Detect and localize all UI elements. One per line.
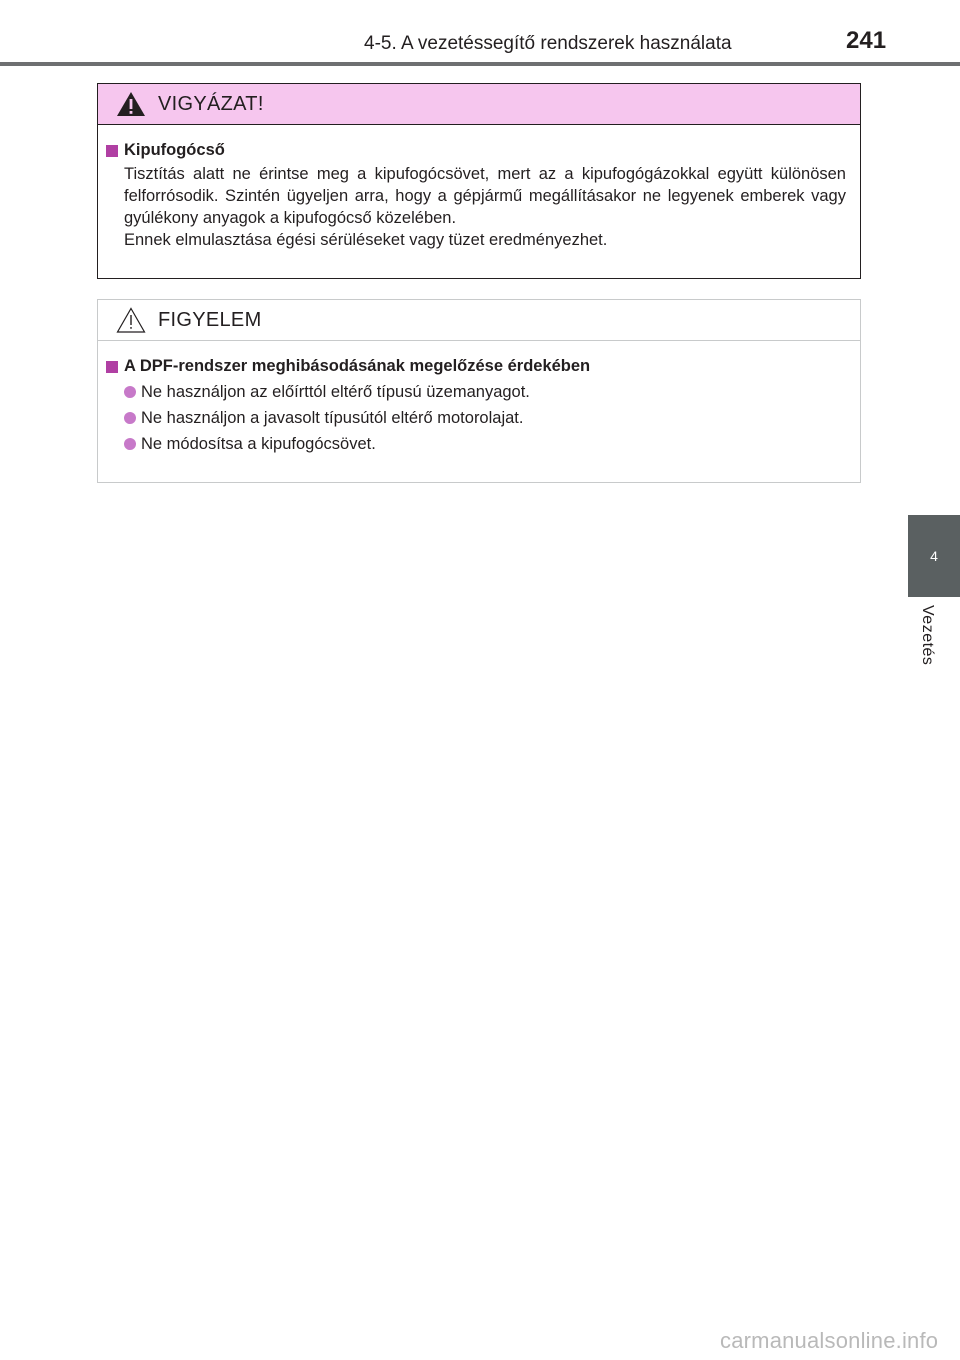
section-title: 4-5. A vezetéssegítő rendszerek használata <box>364 33 732 54</box>
list-item <box>124 434 846 454</box>
caution-header <box>98 84 860 125</box>
chapter-label: Vezetés <box>919 605 936 666</box>
notice-heading: FIGYELEM <box>158 308 262 331</box>
list-item-text: Ne használjon a javasolt típusútól eltérő motorolajat. <box>141 409 524 427</box>
notice-box <box>97 299 861 483</box>
page-header <box>0 0 960 62</box>
notice-list <box>124 382 846 454</box>
notice-body <box>98 341 860 454</box>
list-item <box>124 382 846 402</box>
warning-triangle-outline-icon <box>116 307 146 333</box>
circle-bullet-icon <box>124 412 136 424</box>
list-item-text: Ne módosítsa a kipufogócsövet. <box>141 435 376 453</box>
caution-heading: VIGYÁZAT! <box>158 92 264 115</box>
caution-subheading <box>106 141 846 160</box>
list-item <box>124 408 846 428</box>
caution-body <box>98 125 860 251</box>
caution-text <box>124 163 846 251</box>
list-item-text: Ne használjon az előírttól eltérő típusú üzemanyagot. <box>141 383 530 401</box>
square-bullet-icon <box>106 361 118 373</box>
chapter-number: 4 <box>930 548 938 564</box>
caution-paragraph: Tisztítás alatt ne érintse meg a kipufogócsövet, mert az a kipufogógázokkal együtt különösen felforrósodik. Szintén ügyeljen arra, hogy a gépjármű megállításakor ne legyenek emberek vagy gyúlékony anyagok a kipufogócső közelében. <box>124 165 846 227</box>
caution-box <box>97 83 861 279</box>
notice-subheading-text: A DPF-rendszer meghibásodásának megelőzése érdekében <box>124 357 591 375</box>
watermark: carmanualsonline.info <box>720 1328 939 1353</box>
caution-subheading-text: Kipufogócső <box>124 141 225 159</box>
circle-bullet-icon <box>124 386 136 398</box>
header-rule <box>0 62 960 66</box>
circle-bullet-icon <box>124 438 136 450</box>
notice-subheading <box>106 357 846 376</box>
notice-header <box>98 300 860 341</box>
caution-paragraph: Ennek elmulasztása égési sérüléseket vagy tüzet eredményezhet. <box>124 231 608 249</box>
chapter-tab <box>908 515 960 597</box>
page-number: 241 <box>846 27 887 54</box>
warning-triangle-filled-icon <box>116 91 146 117</box>
square-bullet-icon <box>106 145 118 157</box>
